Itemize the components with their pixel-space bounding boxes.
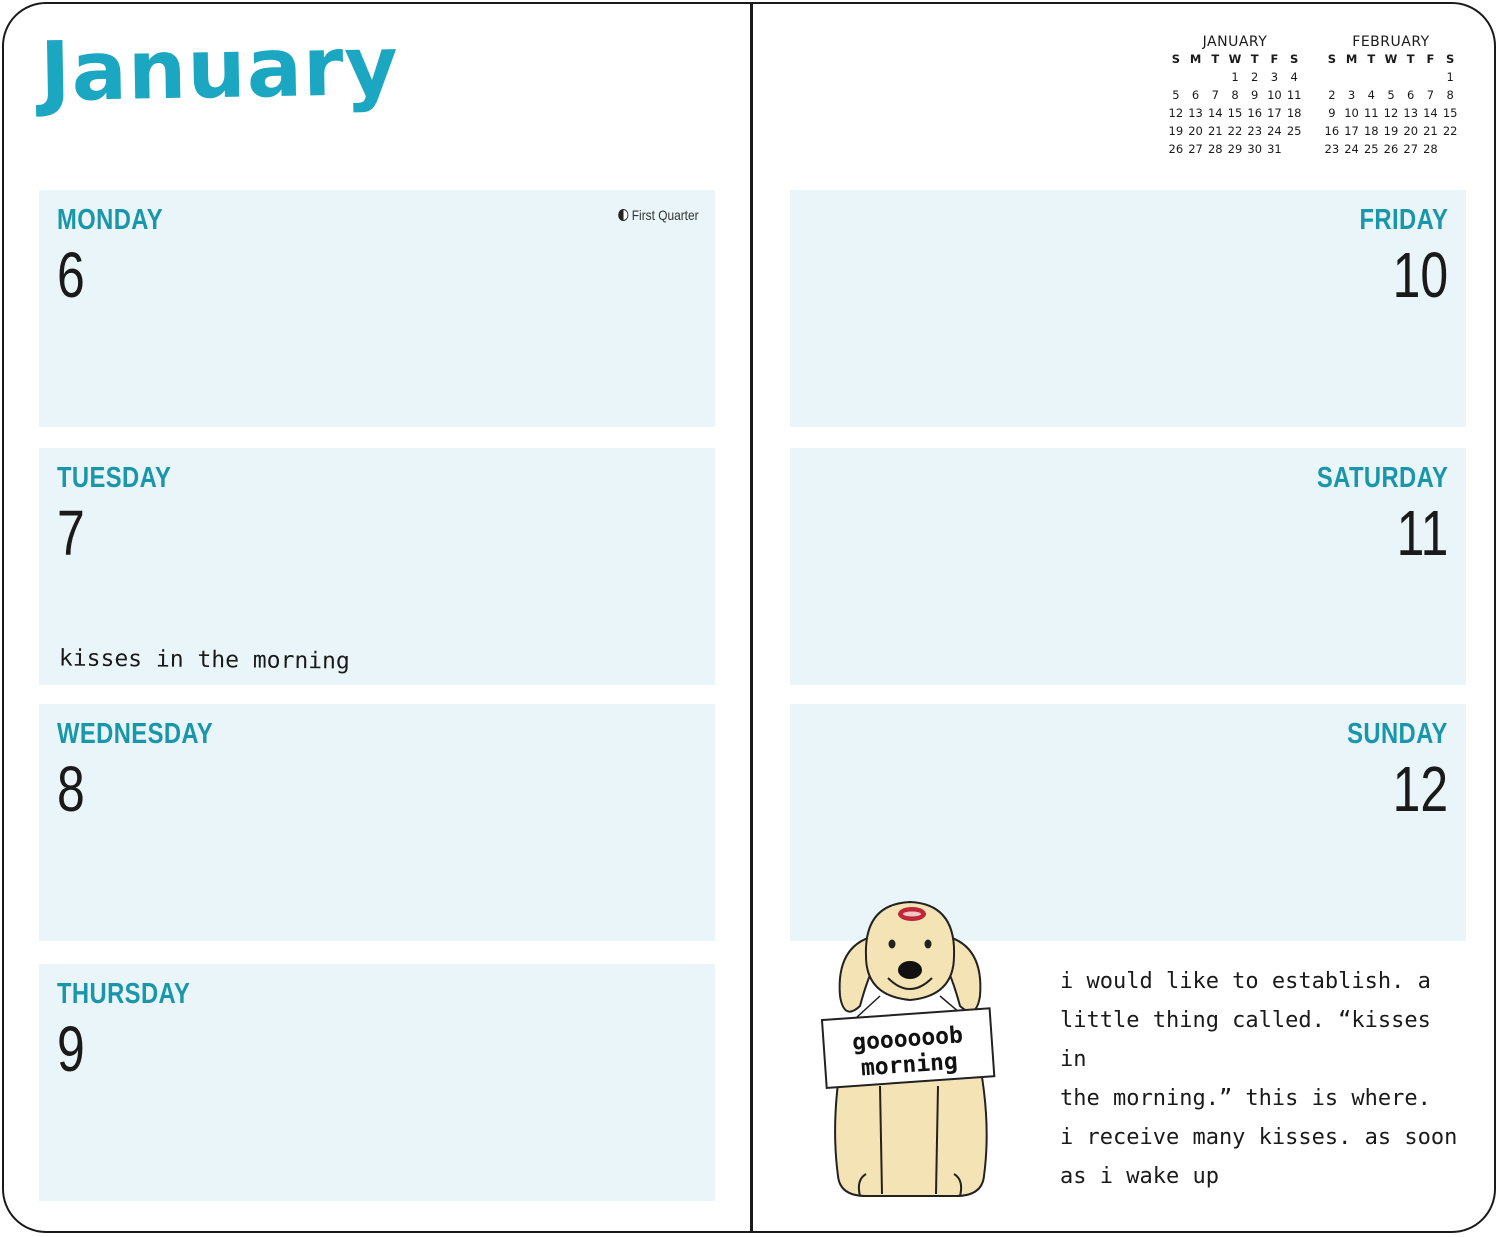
weekday-header: S bbox=[1445, 52, 1455, 66]
quote-text: i would like to establish. a little thing called. “kisses in the morning.” this is where. i receive many kisses. as soon as i wake up bbox=[1060, 969, 1458, 1189]
mini-calendar-day bbox=[1205, 70, 1225, 84]
day-number: 8 bbox=[57, 753, 85, 825]
day-number: 12 bbox=[1392, 753, 1448, 825]
mini-calendar-day: 27 bbox=[1188, 142, 1203, 156]
weekday-header: M bbox=[1345, 52, 1358, 66]
weekday-header: F bbox=[1426, 52, 1435, 66]
weekday-header: S bbox=[1171, 52, 1180, 66]
mini-calendar-day bbox=[1401, 70, 1421, 84]
weekday-header: F bbox=[1270, 52, 1279, 66]
mini-calendar-day: 21 bbox=[1423, 124, 1438, 138]
weekday-header: W bbox=[1228, 52, 1242, 66]
planner-spread bbox=[2, 2, 1496, 1233]
mini-calendar-day: 17 bbox=[1267, 106, 1282, 120]
mini-calendar-day: 27 bbox=[1403, 142, 1419, 156]
mini-calendar-day: 12 bbox=[1168, 106, 1184, 120]
mini-calendar-day: 23 bbox=[1247, 124, 1263, 138]
mini-calendar-day: 29 bbox=[1227, 142, 1243, 156]
mini-calendar-day: 8 bbox=[1231, 88, 1239, 102]
mini-calendar-day: 14 bbox=[1207, 106, 1223, 120]
mini-calendar-day: 8 bbox=[1446, 88, 1454, 102]
mini-calendar-day: 5 bbox=[1172, 88, 1180, 102]
sign-line-2: morning bbox=[860, 1048, 959, 1082]
mini-calendar-day: 17 bbox=[1344, 124, 1359, 138]
mini-calendar-day: 21 bbox=[1207, 124, 1223, 138]
weekday-header: S bbox=[1327, 52, 1336, 66]
day-box-tuesday[interactable] bbox=[39, 448, 715, 685]
mini-calendar-day bbox=[1342, 70, 1362, 84]
mini-calendar-grid bbox=[1166, 52, 1304, 156]
mini-calendar-day: 13 bbox=[1403, 106, 1419, 120]
mini-calendar-title: JANUARY bbox=[1202, 34, 1268, 50]
mini-calendar-day: 28 bbox=[1423, 142, 1438, 156]
mini-calendar-day: 4 bbox=[1367, 88, 1375, 102]
mini-calendar-day: 2 bbox=[1251, 70, 1259, 84]
mini-calendar-day: 7 bbox=[1211, 88, 1219, 102]
day-number: 6 bbox=[57, 239, 85, 311]
mini-calendar-day bbox=[1186, 70, 1206, 84]
mini-calendar-day: 24 bbox=[1344, 142, 1359, 156]
day-note: kisses in the morning bbox=[58, 645, 350, 675]
weekday-header: W bbox=[1384, 52, 1398, 66]
mini-calendar-day: 13 bbox=[1188, 106, 1203, 120]
day-name: FRIDAY bbox=[1359, 204, 1448, 236]
mini-calendar-day: 30 bbox=[1247, 142, 1263, 156]
weekday-header: T bbox=[1250, 52, 1259, 66]
day-number: 10 bbox=[1392, 239, 1448, 311]
mini-calendar-day: 4 bbox=[1290, 70, 1298, 84]
mini-calendar-day bbox=[1322, 70, 1342, 84]
mini-calendar-january bbox=[1166, 34, 1304, 156]
day-box-friday[interactable] bbox=[790, 190, 1466, 427]
mini-calendar-day bbox=[1361, 70, 1381, 84]
mini-calendar-day: 6 bbox=[1191, 88, 1200, 102]
mini-calendar-day: 2 bbox=[1328, 88, 1336, 102]
day-name: TUESDAY bbox=[57, 462, 172, 494]
day-number: 11 bbox=[1396, 497, 1448, 569]
weekday-header: M bbox=[1189, 52, 1202, 66]
day-box-thursday[interactable] bbox=[39, 964, 715, 1201]
mini-calendar-day: 16 bbox=[1247, 106, 1263, 120]
day-number: 9 bbox=[57, 1013, 85, 1085]
mini-calendar-day: 11 bbox=[1363, 106, 1379, 120]
mini-calendar-day: 11 bbox=[1286, 88, 1302, 102]
moon-phase-label: First Quarter bbox=[632, 207, 699, 223]
mini-calendar-day: 22 bbox=[1227, 124, 1243, 138]
mini-calendar-day: 6 bbox=[1407, 88, 1415, 102]
mini-calendar-day: 22 bbox=[1442, 124, 1458, 138]
mini-calendar-day: 18 bbox=[1286, 106, 1302, 120]
mini-calendar-day: 19 bbox=[1168, 124, 1184, 138]
weekday-header: T bbox=[1211, 52, 1220, 66]
mini-calendar-day: 26 bbox=[1383, 142, 1399, 156]
mini-calendar-day: 16 bbox=[1324, 124, 1340, 138]
mini-calendar-day bbox=[1421, 70, 1441, 84]
month-title: January bbox=[39, 18, 400, 121]
mini-calendar-day: 19 bbox=[1383, 124, 1399, 138]
mini-calendar-title: FEBRUARY bbox=[1352, 34, 1430, 50]
weekday-header: T bbox=[1406, 52, 1415, 66]
mini-calendar-day: 26 bbox=[1168, 142, 1184, 156]
weekday-header: S bbox=[1289, 52, 1299, 66]
mini-calendar-day: 1 bbox=[1446, 70, 1454, 84]
mini-calendar-day: 12 bbox=[1383, 106, 1399, 120]
mini-calendar-day: 20 bbox=[1403, 124, 1419, 138]
mini-calendar-day: 31 bbox=[1267, 142, 1282, 156]
weekday-header: T bbox=[1367, 52, 1376, 66]
mini-calendar-day: 28 bbox=[1207, 142, 1223, 156]
moon-phase bbox=[619, 207, 699, 223]
day-name: SUNDAY bbox=[1347, 718, 1448, 750]
mini-calendar-day: 3 bbox=[1347, 88, 1356, 102]
mini-calendar-day: 10 bbox=[1344, 106, 1359, 120]
day-box-wednesday[interactable] bbox=[39, 704, 715, 941]
mini-calendar-day: 20 bbox=[1188, 124, 1203, 138]
mini-calendar-day bbox=[1440, 142, 1460, 156]
page-spine bbox=[750, 4, 753, 1231]
mini-calendar-day: 9 bbox=[1251, 88, 1259, 102]
mini-calendar-day bbox=[1284, 142, 1304, 156]
day-box-saturday[interactable] bbox=[790, 448, 1466, 685]
mini-calendar-day: 10 bbox=[1267, 88, 1282, 102]
mini-calendar-day: 24 bbox=[1267, 124, 1282, 138]
sign-line-1: goooooob bbox=[851, 1022, 964, 1056]
mini-calendar-grid bbox=[1322, 52, 1460, 156]
day-name: MONDAY bbox=[57, 204, 163, 236]
mini-calendar-day: 18 bbox=[1363, 124, 1379, 138]
mini-calendar-day: 15 bbox=[1442, 106, 1458, 120]
mini-calendar-day bbox=[1166, 70, 1186, 84]
day-name: THURSDAY bbox=[57, 978, 191, 1010]
mini-calendar-day bbox=[1381, 70, 1401, 84]
dog-with-sign-illustration bbox=[816, 896, 1004, 1208]
mini-calendar-day: 25 bbox=[1286, 124, 1302, 138]
first-quarter-moon-icon bbox=[619, 209, 629, 221]
mini-calendar-day: 14 bbox=[1423, 106, 1438, 120]
mini-calendar-february bbox=[1322, 34, 1460, 156]
mini-calendar-day: 7 bbox=[1426, 88, 1435, 102]
mini-calendar-day: 25 bbox=[1363, 142, 1379, 156]
mini-calendar-day: 9 bbox=[1328, 106, 1336, 120]
mini-calendar-day: 5 bbox=[1387, 88, 1395, 102]
day-number: 7 bbox=[57, 497, 85, 569]
mini-calendar-day: 3 bbox=[1270, 70, 1279, 84]
mini-calendar-day: 15 bbox=[1227, 106, 1243, 120]
day-box-monday[interactable] bbox=[39, 190, 715, 427]
mini-calendar-day: 1 bbox=[1231, 70, 1239, 84]
day-name: WEDNESDAY bbox=[57, 718, 214, 750]
mini-calendar-day: 23 bbox=[1324, 142, 1340, 156]
mini-calendars bbox=[1166, 34, 1460, 156]
day-name: SATURDAY bbox=[1316, 462, 1448, 494]
